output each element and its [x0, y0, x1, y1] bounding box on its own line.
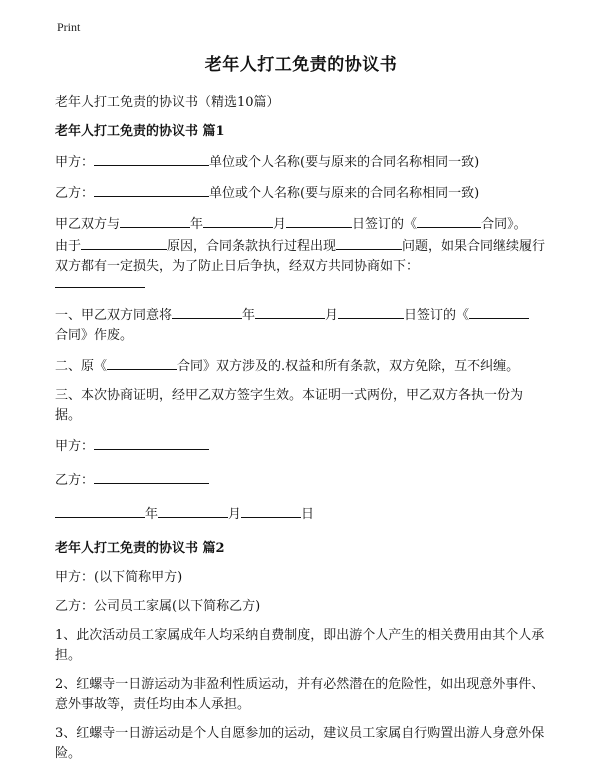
intro-month: 月 — [273, 217, 287, 232]
section-2-item-2: 2、红螺寺一日游运动为非盈利性质运动，并有必然潜在的危险性，如出现意外事件、意外事故等，责任均由本人承担。 — [55, 677, 545, 712]
intro-due: 由于 — [55, 239, 82, 254]
party-b-line — [55, 182, 547, 204]
sign-b-label: 乙方： — [55, 473, 95, 488]
sign-b-line — [55, 469, 547, 491]
page-title: 老年人打工免责的协议书 — [204, 55, 398, 75]
blank — [172, 304, 242, 319]
section-2-item-1: 1、此次活动员工家属成年人均采纳自费制度，即出游个人产生的相关费用由其个人承担。 — [55, 628, 545, 663]
section-2-item-3: 3、红螺寺一日游运动是个人自愿参加的运动，建议员工家属自行购置出游人身意外保险。 — [55, 726, 545, 761]
date-year: 年 — [145, 507, 159, 522]
sign-a-blank — [94, 435, 209, 450]
clause-2-start: 二、原《 — [55, 359, 108, 374]
intro-text: 甲乙双方与 — [55, 217, 121, 232]
sign-b-blank — [94, 469, 209, 484]
party-a-label: 甲方： — [55, 155, 95, 170]
blank — [336, 235, 402, 250]
clause-1-end: 合同》作废。 — [55, 328, 134, 343]
blank — [469, 304, 529, 319]
clause-1-month: 月 — [325, 308, 339, 323]
clause-3: 三、本次协商证明，经甲乙双方签字生效。本证明一式两份，甲乙双方各执一份为据。 — [55, 388, 524, 423]
section-2-party-a: 甲方：(以下简称甲方) — [55, 570, 183, 585]
date-line — [55, 503, 547, 525]
intro-year: 年 — [190, 217, 204, 232]
separator-line — [55, 286, 145, 288]
blank — [120, 213, 190, 228]
intro-problem: 问题，如果合同继续履行双方都有一定损失，为了防止日后争执，经双方共同协商如下： — [55, 239, 546, 274]
intro-reason: 原因，合同条款执行过程出现 — [167, 239, 337, 254]
clause-1-start: 一、甲乙双方同意将 — [55, 308, 173, 323]
date-day-blank — [241, 503, 301, 518]
date-month-blank — [158, 503, 228, 518]
blank — [417, 213, 481, 228]
section-2-party-b: 乙方：公司员工家属(以下简称乙方) — [55, 599, 261, 614]
party-a-line — [55, 151, 547, 173]
subtitle: 老年人打工免责的协议书（精选10篇） — [55, 95, 280, 110]
date-month: 月 — [228, 507, 242, 522]
blank — [286, 213, 352, 228]
intro-paragraph — [55, 213, 547, 277]
clause-2 — [55, 355, 547, 377]
date-day: 日 — [301, 507, 315, 522]
party-a-suffix: 单位或个人名称(要与原来的合同名称相同一致) — [209, 155, 480, 170]
party-a-blank — [94, 151, 209, 166]
party-b-blank — [94, 182, 209, 197]
section-1-heading: 老年人打工免责的协议书 篇1 — [55, 124, 225, 139]
clause-2-end: 合同》双方涉及的.权益和所有条款，双方免除，互不纠缠。 — [177, 359, 520, 374]
clause-1-day: 日签订的《 — [404, 308, 470, 323]
blank — [255, 304, 325, 319]
document-body — [55, 50, 547, 773]
print-link[interactable]: Print — [57, 20, 81, 34]
blank — [107, 355, 177, 370]
party-b-label: 乙方： — [55, 186, 95, 201]
blank — [81, 235, 167, 250]
sign-a-label: 甲方： — [55, 439, 95, 454]
intro-day: 日签订的《 — [352, 217, 418, 232]
blank — [338, 304, 404, 319]
date-year-blank — [55, 503, 145, 518]
section-2-heading: 老年人打工免责的协议书 篇2 — [55, 541, 225, 556]
clause-1-year: 年 — [242, 308, 256, 323]
blank — [203, 213, 273, 228]
clause-1 — [55, 304, 547, 346]
sign-a-line — [55, 435, 547, 457]
intro-contract: 合同》。 — [481, 217, 527, 232]
party-b-suffix: 单位或个人名称(要与原来的合同名称相同一致) — [209, 186, 480, 201]
